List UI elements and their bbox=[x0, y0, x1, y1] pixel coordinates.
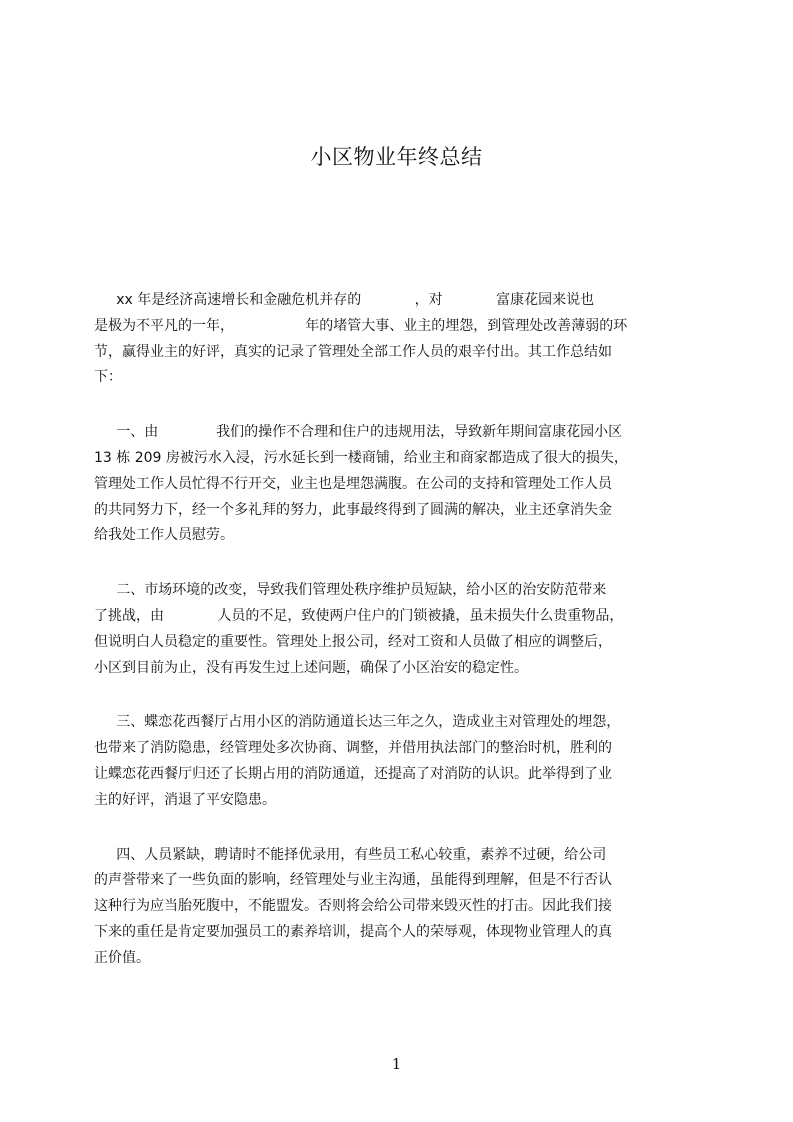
text-line: 让蝶恋花西餐厅归还了长期占用的消防通道，还提高了对消防的认识。此举得到了业 bbox=[94, 765, 612, 782]
text-line: 节，赢得业主的好评，真实的记录了管理处全部工作人员的艰辛付出。其工作总结如 bbox=[94, 343, 612, 360]
text-line: 但说明白人员稳定的重要性。管理处上报公司，经对工资和人员做了相应的调整后， bbox=[94, 633, 612, 650]
paragraph-section-2 bbox=[94, 578, 700, 681]
paragraph-section-1 bbox=[94, 420, 700, 549]
paragraph-intro bbox=[94, 288, 700, 391]
text-line: 的声誉带来了一些负面的影响，经管理处与业主沟通，虽能得到理解，但是不行否认 bbox=[94, 872, 612, 889]
text-line: 13 栋 209 房被污水入浸，污水延长到一楼商铺，给业主和商家都造成了很大的损失， bbox=[94, 449, 628, 466]
paragraph-section-4 bbox=[94, 843, 700, 972]
text-line: 下： bbox=[94, 369, 122, 386]
paragraph-section-3 bbox=[94, 710, 700, 813]
text-line: 三、蝶恋花西餐厅占用小区的消防通道长达三年之久，造成业主对管理处的埋怨， bbox=[94, 714, 621, 731]
document-title: 小区物业年终总结 bbox=[310, 145, 483, 169]
text-line: 主的好评，消退了平安隐患。 bbox=[94, 791, 276, 808]
text-line: 正价值。 bbox=[94, 949, 150, 966]
text-line: xx 年是经济高速增长和金融危机并存的 ，对 富康花园来说也 bbox=[94, 292, 595, 308]
text-line: 了挑战，由 人员的不足，致使两户住户的门锁被撬，虽未损失什么贵重物品， bbox=[94, 607, 624, 624]
text-line: 也带来了消防隐患，经管理处多次协商、调整，并借用执法部门的整治时机，胜利的 bbox=[94, 740, 612, 757]
text-line: 是极为不平凡的一年， 年的堵管大事、业主的埋怨，到管理处改善薄弱的环 bbox=[94, 317, 628, 334]
page-number: 1 bbox=[391, 1055, 402, 1073]
text-line: 二、市场环境的改变，导致我们管理处秩序维护员短缺，给小区的治安防范带来 bbox=[94, 582, 607, 599]
text-line: 下来的重任是肯定要加强员工的素养培训，提高个人的荣辱观，体现物业管理人的真 bbox=[94, 923, 612, 940]
text-line: 管理处工作人员忙得不行开交，业主也是埋怨满腹。在公司的支持和管理处工作人员 bbox=[94, 475, 612, 492]
text-line: 这种行为应当胎死腹中，不能盟发。否则将会给公司带来毁灭性的打击。因此我们接 bbox=[94, 898, 612, 915]
text-line: 的共同努力下，经一个多礼拜的努力，此事最终得到了圆满的解决，业主还拿消失金 bbox=[94, 501, 612, 518]
text-line: 小区到目前为止，没有再发生过上述问题，确保了小区治安的稳定性。 bbox=[94, 659, 528, 676]
text-line: 一、由 我们的操作不合理和住户的违规用法，导致新年期间富康花园小区 bbox=[94, 424, 623, 441]
text-line: 四、人员紧缺，聘请时不能择优录用，有些员工私心较重，素养不过硬，给公司 bbox=[94, 846, 607, 863]
text-line: 给我处工作人员慰劳。 bbox=[94, 527, 234, 544]
document-body bbox=[94, 288, 700, 1001]
